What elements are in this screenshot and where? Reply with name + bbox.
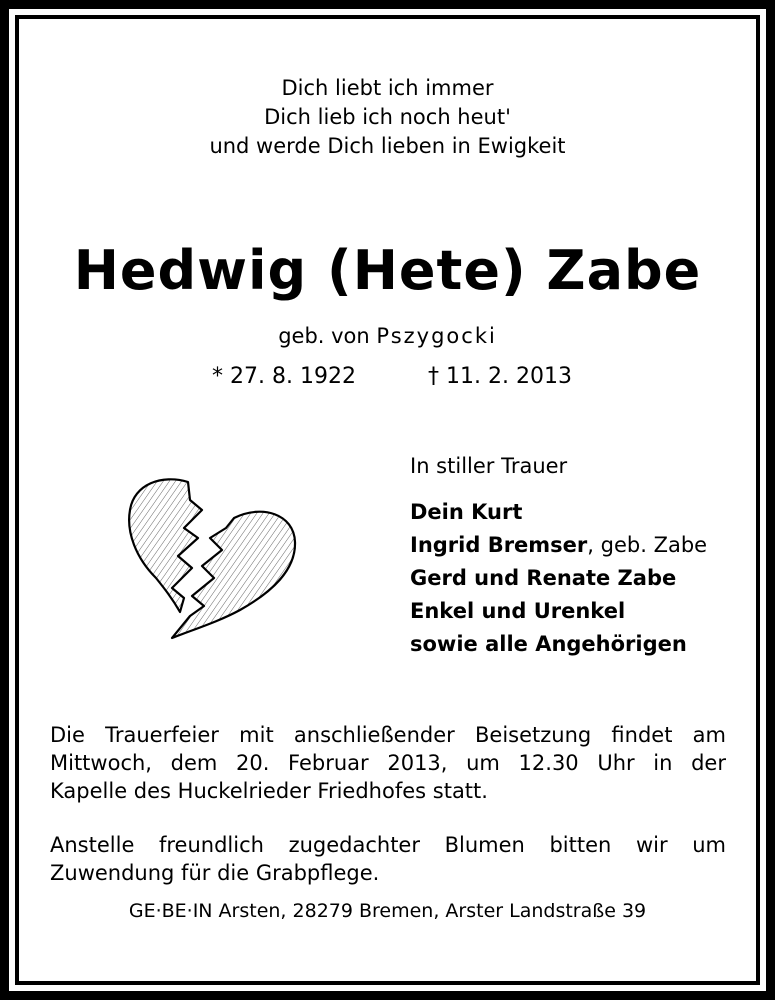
flowers-paragraph xyxy=(50,831,726,887)
mourner-line xyxy=(410,595,707,628)
maiden-prefix: geb. von xyxy=(278,324,370,348)
mourner-line xyxy=(410,496,707,529)
mourners-list xyxy=(410,496,707,661)
motto-line-1: Dich liebt ich immer xyxy=(281,76,494,100)
motto-line-2: Dich lieb ich noch heut' xyxy=(264,105,511,129)
broken-heart-icon xyxy=(122,470,302,645)
maiden-name: Pszygocki xyxy=(376,324,497,348)
death-date: † 11. 2. 2013 xyxy=(428,364,572,389)
mourner-name: Ingrid Bremser xyxy=(410,533,588,557)
service-line-1: Die Trauerfeier mit anschließender Beisetzung findet am xyxy=(50,723,726,747)
mourner-line xyxy=(410,562,707,595)
mourner-name: Enkel und Urenkel xyxy=(410,599,626,623)
mourner-name: Gerd und Renate Zabe xyxy=(410,566,677,590)
flowers-line-2: Zuwendung für die Grabpflege. xyxy=(50,861,380,885)
flowers-line-1: Anstelle freundlich zugedachter Blumen bitten wir um xyxy=(50,833,726,857)
mourner-name: sowie alle Angehörigen xyxy=(410,632,687,656)
deceased-name: Hedwig (Hete) Zabe xyxy=(73,239,702,302)
mourner-line xyxy=(410,529,707,562)
service-paragraph xyxy=(50,721,726,805)
mourner-name: Dein Kurt xyxy=(410,500,523,524)
service-line-3: Kapelle des Huckelrieder Friedhofes statt. xyxy=(50,779,488,803)
mourning-intro: In stiller Trauer xyxy=(410,454,568,478)
funeral-home-address: GE·BE·IN Arsten, 28279 Bremen, Arster Landstraße 39 xyxy=(128,900,647,922)
maiden-name-line xyxy=(0,322,775,350)
service-line-2: Mittwoch, dem 20. Februar 2013, um 12.30 Uhr in der xyxy=(50,751,726,775)
birth-date: * 27. 8. 1922 xyxy=(212,364,356,389)
motto-verse xyxy=(0,74,775,161)
motto-line-3: und werde Dich lieben in Ewigkeit xyxy=(209,134,566,158)
mourner-line xyxy=(410,628,707,661)
mourner-suffix: , geb. Zabe xyxy=(587,533,708,557)
